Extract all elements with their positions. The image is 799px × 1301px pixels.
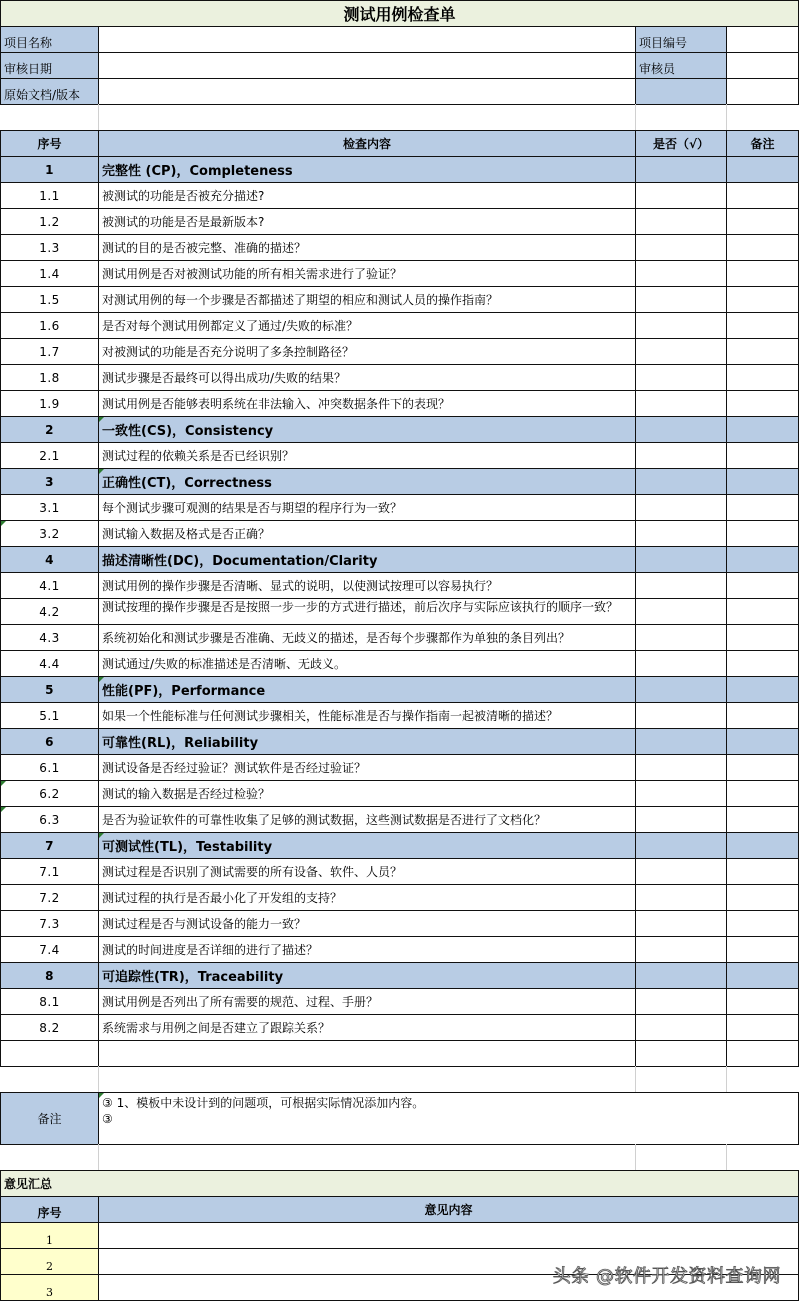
row-number: 4.1 <box>0 572 99 599</box>
check-item-text: 对被测试的功能是否充分说明了多条控制路径？ <box>98 338 636 365</box>
header-row-2 <box>0 52 799 79</box>
project-name-label: 项目名称 <box>0 26 99 53</box>
checklist-row <box>0 520 799 547</box>
category-row <box>0 156 799 183</box>
check-item-text: 是否为验证软件的可靠性收集了足够的测试数据，这些测试数据是否进行了文档化？ <box>98 806 636 833</box>
check-item-text: 测试过程是否与测试设备的能力一致？ <box>98 910 636 937</box>
row-number: 7 <box>0 832 99 859</box>
remark-cell[interactable] <box>726 338 799 365</box>
category-title: 性能(PF)，Performance <box>98 676 636 703</box>
table-header-row <box>0 130 799 157</box>
checklist-row <box>0 988 799 1015</box>
row-number: 7.4 <box>0 936 99 963</box>
check-mark-cell[interactable] <box>635 338 727 365</box>
check-item-text: 是否对每个测试用例都定义了通过/失败的标准？ <box>98 312 636 339</box>
remark-cell[interactable] <box>726 754 799 781</box>
checklist-row <box>0 858 799 885</box>
check-mark-cell[interactable] <box>635 442 727 469</box>
checklist-row <box>0 884 799 911</box>
remark-cell[interactable] <box>726 416 799 443</box>
row-number: 1.2 <box>0 208 99 235</box>
empty-value-cell[interactable] <box>726 78 799 105</box>
check-mark-cell[interactable] <box>635 910 727 937</box>
project-id-field[interactable] <box>726 26 799 53</box>
summary-title: 意见汇总 <box>0 1170 799 1197</box>
check-item-text: 对测试用例的每一个步骤是否都描述了期望的相应和测试人员的操作指南？ <box>98 286 636 313</box>
category-title: 可测试性(TL)，Testability <box>98 832 636 859</box>
check-item-text: 测试过程是否识别了测试需要的所有设备、软件、人员？ <box>98 858 636 885</box>
remark-cell[interactable] <box>726 780 799 807</box>
column-header-check: 是否（√） <box>635 130 727 157</box>
check-mark-cell[interactable] <box>635 390 727 417</box>
checklist-row <box>0 208 799 235</box>
checklist-row <box>0 390 799 417</box>
reviewer-field[interactable] <box>726 52 799 79</box>
checklist-row <box>0 936 799 963</box>
remark-cell[interactable] <box>726 312 799 339</box>
category-title: 描述清晰性(DC)，Documentation/Clarity <box>98 546 636 573</box>
row-number: 4.4 <box>0 650 99 677</box>
check-item-text: 测试的目的是否被完整、准确的描述？ <box>98 234 636 261</box>
row-number: 4.2 <box>0 598 99 625</box>
category-row <box>0 728 799 755</box>
row-number: 1.5 <box>0 286 99 313</box>
title-row <box>0 0 799 27</box>
row-number: 6.3 <box>0 806 99 833</box>
check-item-text: 如果一个性能标准与任何测试步骤相关，性能标准是否与操作指南一起被清晰的描述？ <box>98 702 636 729</box>
row-number: 2.1 <box>0 442 99 469</box>
check-mark-cell[interactable] <box>635 832 727 859</box>
empty-label-cell <box>635 78 727 105</box>
category-row <box>0 962 799 989</box>
check-item-text: 测试设备是否经过验证？测试软件是否经过验证？ <box>98 754 636 781</box>
category-title: 正确性(CT)，Correctness <box>98 468 636 495</box>
checklist-row <box>0 1040 799 1067</box>
check-mark-cell[interactable] <box>635 468 727 495</box>
remark-cell[interactable] <box>726 910 799 937</box>
spacer-row <box>0 104 799 131</box>
row-number: 8.2 <box>0 1014 99 1041</box>
source-doc-field[interactable] <box>98 78 636 105</box>
row-number <box>0 1040 99 1067</box>
column-header-remark: 备注 <box>726 130 799 157</box>
row-number: 8.1 <box>0 988 99 1015</box>
checklist-row <box>0 702 799 729</box>
check-item-text <box>98 1040 636 1067</box>
check-mark-cell[interactable] <box>635 182 727 209</box>
row-number: 6.1 <box>0 754 99 781</box>
summary-column-no: 序号 <box>0 1196 99 1223</box>
remarks-field[interactable] <box>98 1092 799 1145</box>
remark-cell[interactable] <box>726 260 799 287</box>
row-number: 1.8 <box>0 364 99 391</box>
row-number: 1.3 <box>0 234 99 261</box>
remark-cell[interactable] <box>726 546 799 573</box>
check-item-text: 测试用例是否列出了所有需要的规范、过程、手册？ <box>98 988 636 1015</box>
check-item-text: 测试步骤是否最终可以得出成功/失败的结果？ <box>98 364 636 391</box>
category-title: 可追踪性(TR)，Traceability <box>98 962 636 989</box>
project-id-label: 项目编号 <box>635 26 727 53</box>
remark-cell[interactable] <box>726 676 799 703</box>
check-mark-cell[interactable] <box>635 884 727 911</box>
check-item-text: 测试的输入数据是否经过检验？ <box>98 780 636 807</box>
checklist-row <box>0 338 799 365</box>
remarks-row <box>0 1092 799 1145</box>
remark-cell[interactable] <box>726 988 799 1015</box>
row-number: 1.4 <box>0 260 99 287</box>
category-row <box>0 832 799 859</box>
gridline <box>726 1144 727 1171</box>
check-mark-cell[interactable] <box>635 520 727 547</box>
review-date-label: 审核日期 <box>0 52 99 79</box>
check-item-text: 系统初始化和测试步骤是否准确、无歧义的描述，是否每个步骤都作为单独的条目列出？ <box>98 624 636 651</box>
column-header-content: 检查内容 <box>98 130 636 157</box>
row-number: 1.7 <box>0 338 99 365</box>
summary-header-row <box>0 1196 799 1223</box>
checklist-row <box>0 780 799 807</box>
row-number: 7.1 <box>0 858 99 885</box>
remark-cell[interactable] <box>726 650 799 677</box>
gridline <box>726 1066 727 1093</box>
check-mark-cell[interactable] <box>635 572 727 599</box>
summary-row-no: 2 <box>0 1248 99 1275</box>
row-number: 4 <box>0 546 99 573</box>
checklist-row <box>0 442 799 469</box>
check-mark-cell[interactable] <box>635 780 727 807</box>
check-mark-cell[interactable] <box>635 234 727 261</box>
check-item-text: 测试用例的操作步骤是否清晰、显式的说明，以使测试按理可以容易执行？ <box>98 572 636 599</box>
check-item-text: 测试过程的执行是否最小化了开发组的支持？ <box>98 884 636 911</box>
remark-cell[interactable] <box>726 962 799 989</box>
check-mark-cell[interactable] <box>635 598 727 625</box>
column-header-no: 序号 <box>0 130 99 157</box>
summary-title-row <box>0 1170 799 1197</box>
checklist-row <box>0 754 799 781</box>
check-item-text: 被测试的功能是否被充分描述? <box>98 182 636 209</box>
gridline <box>635 104 636 131</box>
row-number: 2 <box>0 416 99 443</box>
row-number: 7.2 <box>0 884 99 911</box>
row-number: 3 <box>0 468 99 495</box>
remark-cell[interactable] <box>726 234 799 261</box>
checklist-row <box>0 234 799 261</box>
project-name-field[interactable] <box>98 26 636 53</box>
source-doc-label: 原始文档/版本 <box>0 78 99 105</box>
gridline <box>726 104 727 131</box>
check-item-text: 测试按理的操作步骤是否是按照一步一步的方式进行描述，前后次序与实际应该执行的顺序一致？ <box>98 598 636 625</box>
reviewer-label: 审核员 <box>635 52 727 79</box>
check-mark-cell[interactable] <box>635 858 727 885</box>
row-number: 5 <box>0 676 99 703</box>
category-row <box>0 468 799 495</box>
check-item-text: 每个测试步骤可观测的结果是否与期望的程序行为一致？ <box>98 494 636 521</box>
remark-cell[interactable] <box>726 806 799 833</box>
check-mark-cell[interactable] <box>635 546 727 573</box>
check-mark-cell[interactable] <box>635 936 727 963</box>
row-number: 1 <box>0 156 99 183</box>
header-row-1 <box>0 26 799 53</box>
category-row <box>0 416 799 443</box>
check-mark-cell[interactable] <box>635 416 727 443</box>
check-item-text: 测试输入数据及格式是否正确？ <box>98 520 636 547</box>
remarks-line-1: ③ 1、模板中未设计到的问题项，可根据实际情况添加内容。 <box>102 1096 425 1110</box>
remark-cell[interactable] <box>726 286 799 313</box>
check-mark-cell[interactable] <box>635 754 727 781</box>
check-mark-cell[interactable] <box>635 494 727 521</box>
remark-cell[interactable] <box>726 832 799 859</box>
row-number: 6.2 <box>0 780 99 807</box>
spacer-row-2 <box>0 1066 799 1093</box>
check-item-text: 被测试的功能是否是最新版本? <box>98 208 636 235</box>
remarks-line-2: ③ <box>102 1112 113 1126</box>
category-title: 一致性(CS)，Consistency <box>98 416 636 443</box>
category-title: 完整性 (CP)，Completeness <box>98 156 636 183</box>
check-item-text: 系统需求与用例之间是否建立了跟踪关系？ <box>98 1014 636 1041</box>
remark-cell[interactable] <box>726 702 799 729</box>
remarks-label: 备注 <box>0 1092 99 1145</box>
category-row <box>0 546 799 573</box>
check-mark-cell[interactable] <box>635 650 727 677</box>
checklist-row <box>0 598 799 625</box>
check-mark-cell[interactable] <box>635 728 727 755</box>
gridline <box>635 1066 636 1093</box>
check-mark-cell[interactable] <box>635 1040 727 1067</box>
checklist-row <box>0 806 799 833</box>
row-number: 5.1 <box>0 702 99 729</box>
summary-column-content: 意见内容 <box>98 1196 799 1223</box>
checklist-row <box>0 494 799 521</box>
remark-cell[interactable] <box>726 1014 799 1041</box>
remark-cell[interactable] <box>726 1040 799 1067</box>
row-number: 1.1 <box>0 182 99 209</box>
checklist-row <box>0 1014 799 1041</box>
check-item-text: 测试的时间进度是否详细的进行了描述？ <box>98 936 636 963</box>
gridline <box>98 1144 99 1171</box>
row-number: 4.3 <box>0 624 99 651</box>
checklist-row <box>0 624 799 651</box>
check-item-text: 测试用例是否对被测试功能的所有相关需求进行了验证？ <box>98 260 636 287</box>
check-mark-cell[interactable] <box>635 988 727 1015</box>
remark-cell[interactable] <box>726 494 799 521</box>
row-number: 3.2 <box>0 520 99 547</box>
row-number: 3.1 <box>0 494 99 521</box>
checklist-row <box>0 260 799 287</box>
remark-cell[interactable] <box>726 156 799 183</box>
check-mark-cell[interactable] <box>635 208 727 235</box>
checklist-row <box>0 312 799 339</box>
check-item-text: 测试过程的依赖关系是否已经识别？ <box>98 442 636 469</box>
gridline <box>635 1144 636 1171</box>
summary-row-no: 3 <box>0 1274 99 1301</box>
page-title: 测试用例检查单 <box>0 0 799 27</box>
remark-cell[interactable] <box>726 520 799 547</box>
remark-cell[interactable] <box>726 208 799 235</box>
category-title: 可靠性(RL)，Reliability <box>98 728 636 755</box>
remark-cell[interactable] <box>726 598 799 625</box>
row-number: 7.3 <box>0 910 99 937</box>
check-mark-cell[interactable] <box>635 962 727 989</box>
check-mark-cell[interactable] <box>635 286 727 313</box>
row-number: 1.6 <box>0 312 99 339</box>
checklist-row <box>0 572 799 599</box>
spacer-row-3 <box>0 1144 799 1171</box>
summary-row-no: 1 <box>0 1222 99 1249</box>
remark-cell[interactable] <box>726 364 799 391</box>
remark-cell[interactable] <box>726 468 799 495</box>
remark-cell[interactable] <box>726 572 799 599</box>
review-date-field[interactable] <box>98 52 636 79</box>
check-mark-cell[interactable] <box>635 806 727 833</box>
header-row-3 <box>0 78 799 105</box>
remark-cell[interactable] <box>726 728 799 755</box>
summary-row-content[interactable] <box>98 1222 799 1249</box>
gridline <box>98 1066 99 1093</box>
checklist-row <box>0 650 799 677</box>
checklist-row <box>0 182 799 209</box>
check-mark-cell[interactable] <box>635 312 727 339</box>
check-item-text: 测试通过/失败的标准描述是否清晰、无歧义。 <box>98 650 636 677</box>
remark-cell[interactable] <box>726 858 799 885</box>
summary-row <box>0 1222 799 1249</box>
checklist-row <box>0 910 799 937</box>
remark-cell[interactable] <box>726 936 799 963</box>
check-mark-cell[interactable] <box>635 156 727 183</box>
row-number: 8 <box>0 962 99 989</box>
remark-cell[interactable] <box>726 390 799 417</box>
check-mark-cell[interactable] <box>635 1014 727 1041</box>
watermark-text: 头条 @软件开发资料查询网 <box>552 1266 781 1287</box>
gridline <box>98 104 99 131</box>
row-number: 6 <box>0 728 99 755</box>
check-mark-cell[interactable] <box>635 676 727 703</box>
check-mark-cell[interactable] <box>635 624 727 651</box>
row-number: 1.9 <box>0 390 99 417</box>
checklist-row <box>0 364 799 391</box>
check-mark-cell[interactable] <box>635 702 727 729</box>
checklist-row <box>0 286 799 313</box>
check-mark-cell[interactable] <box>635 260 727 287</box>
check-mark-cell[interactable] <box>635 364 727 391</box>
remark-cell[interactable] <box>726 884 799 911</box>
check-item-text: 测试用例是否能够表明系统在非法输入、冲突数据条件下的表现？ <box>98 390 636 417</box>
remark-cell[interactable] <box>726 182 799 209</box>
remark-cell[interactable] <box>726 624 799 651</box>
remark-cell[interactable] <box>726 442 799 469</box>
category-row <box>0 676 799 703</box>
